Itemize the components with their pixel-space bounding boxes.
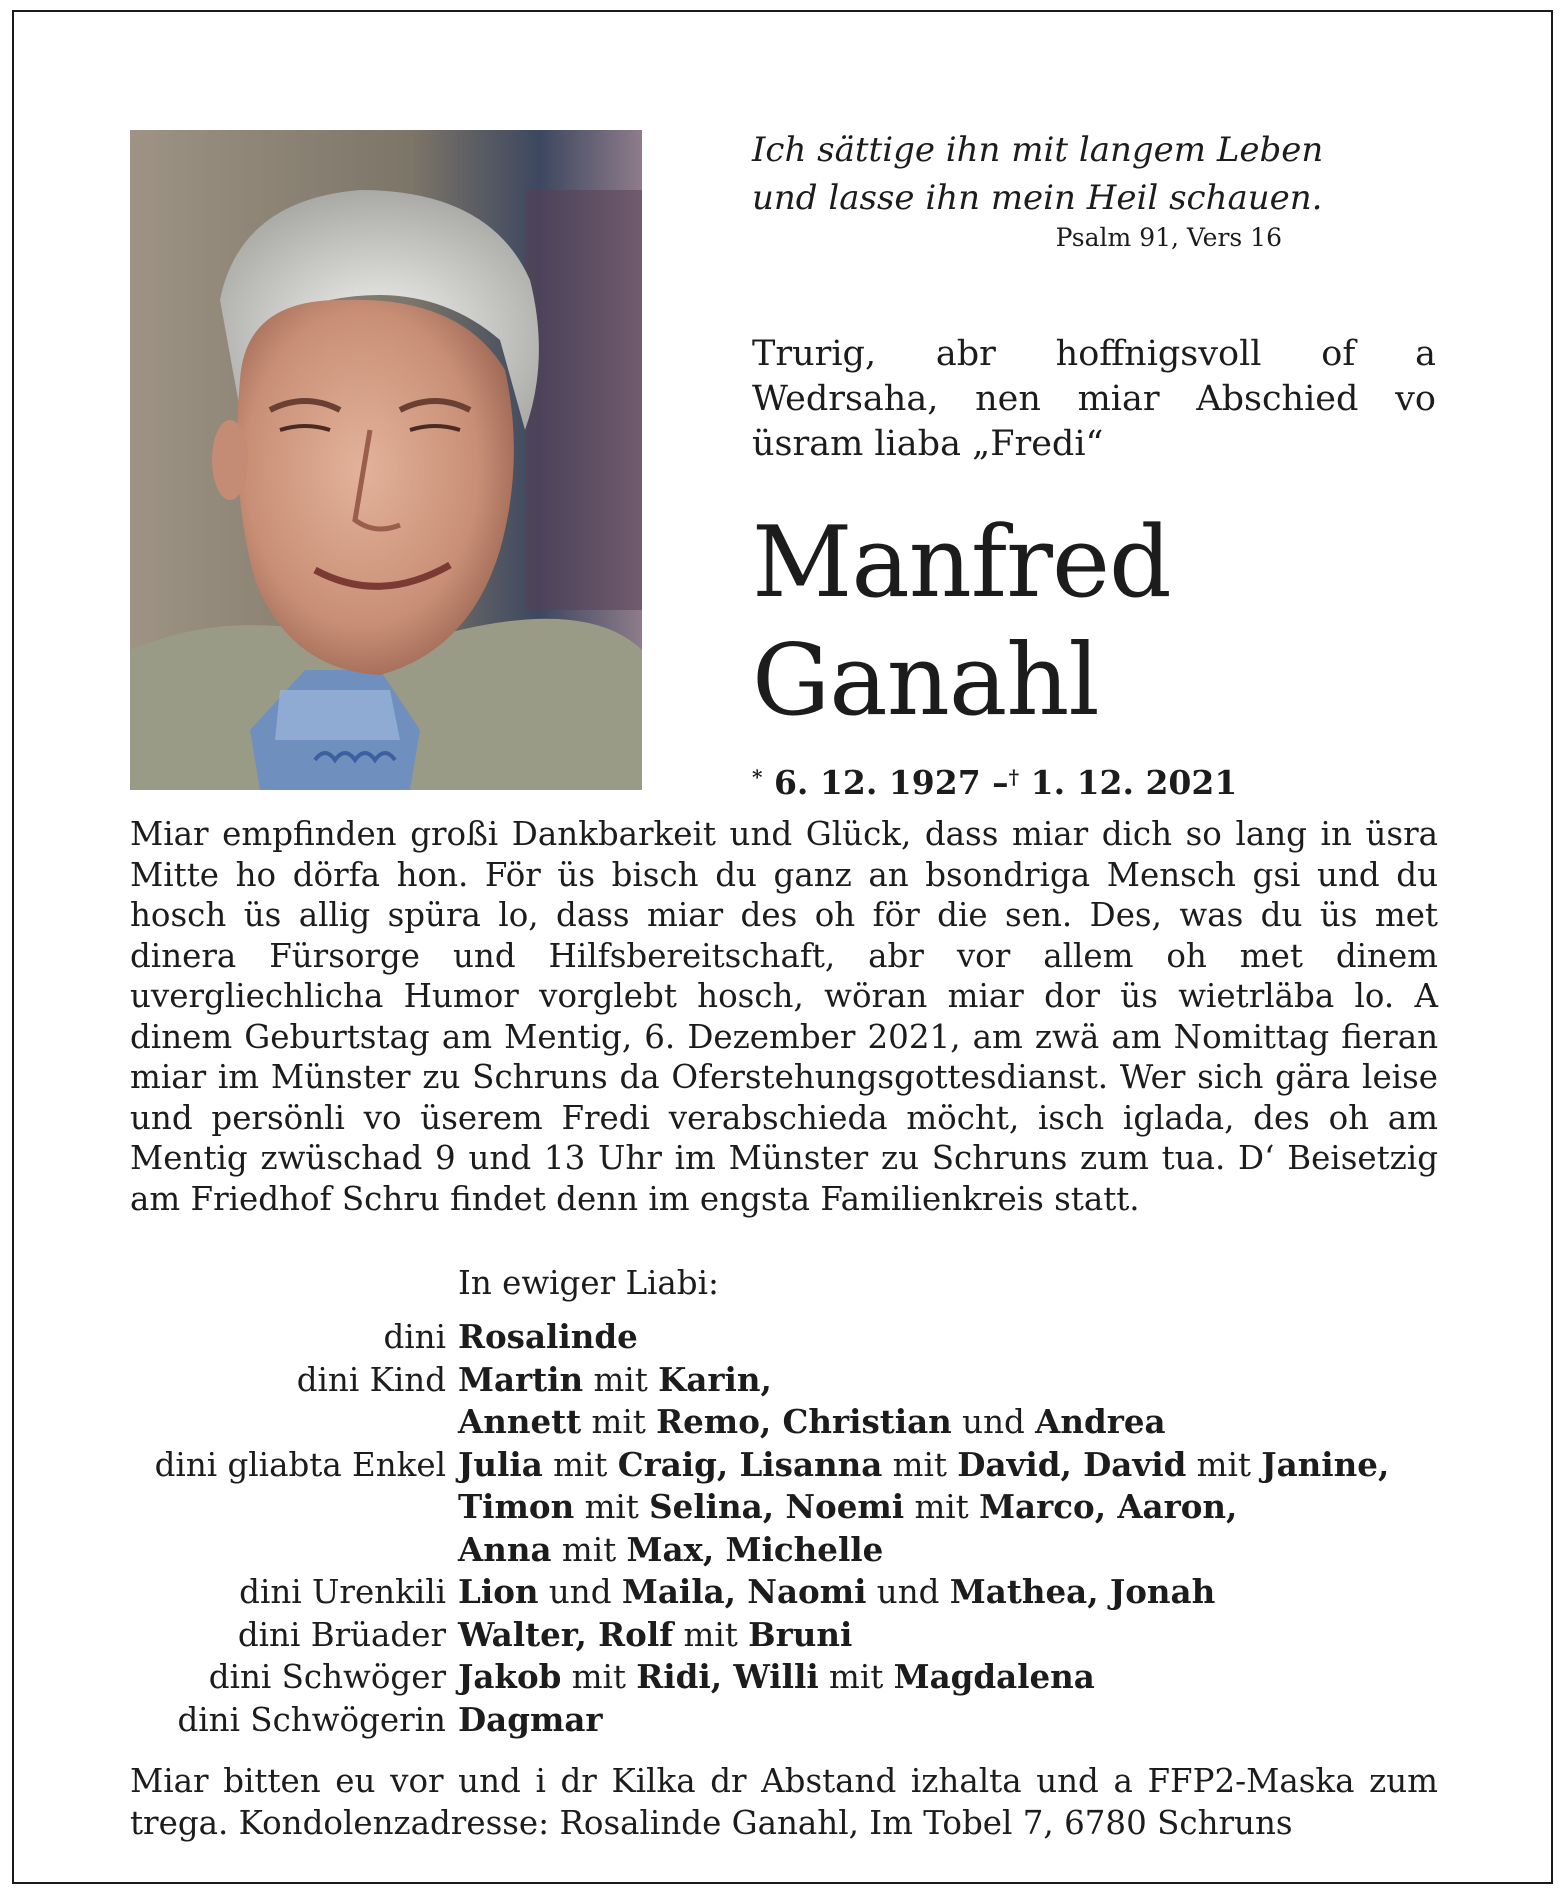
- mourner-connector: mit: [551, 1530, 627, 1569]
- mourner-row: [130, 1571, 1450, 1614]
- mourner-connector: und: [538, 1573, 622, 1611]
- mourner-name: Julia: [458, 1444, 543, 1484]
- mourner-connector: mit: [882, 1445, 958, 1484]
- mourner-relation: dini Urenkili: [239, 1573, 446, 1611]
- mourner-name: Max, Michelle: [626, 1529, 884, 1569]
- mourner-row: [130, 1486, 1450, 1529]
- mourner-row: [130, 1359, 1450, 1402]
- mourner-names: [458, 1401, 1166, 1444]
- mourner-name: Mathea, Jonah: [949, 1572, 1216, 1611]
- mourner-connector: mit: [818, 1658, 894, 1696]
- mourner-names: [458, 1571, 1215, 1614]
- mourner-names: [458, 1656, 1095, 1699]
- life-dates: [752, 755, 1237, 805]
- mourner-relation: [130, 1529, 458, 1572]
- deceased-name: [752, 504, 1171, 740]
- mourner-name: Karin,: [658, 1359, 772, 1399]
- mourner-relation: dini gliabta Enkel: [154, 1445, 446, 1484]
- mourner-connector: und: [951, 1403, 1036, 1441]
- mourner-relation: dini: [383, 1318, 446, 1356]
- quote-line: Ich sättige ihn mit langem Leben: [752, 130, 1324, 170]
- quote-line: und lasse ihn mein Heil schauen.: [752, 178, 1323, 218]
- mourner-name: Remo, Christian: [656, 1402, 952, 1441]
- mourner-name: Timon: [458, 1487, 575, 1526]
- mourner-relation: dini Brüader: [237, 1615, 446, 1654]
- mourner-names: [458, 1614, 852, 1657]
- mourner-row: [130, 1529, 1450, 1572]
- mourner-names: [458, 1699, 603, 1742]
- mourner-name: Dagmar: [458, 1699, 603, 1739]
- mourner-connector: und: [866, 1573, 950, 1611]
- portrait-image: [130, 130, 642, 790]
- mourner-name: Martin: [458, 1359, 584, 1399]
- mourner-names: [458, 1444, 1389, 1487]
- mourner-connector: mit: [583, 1360, 659, 1399]
- mourner-connector: mit: [581, 1403, 657, 1441]
- mourner-name: Jakob: [458, 1657, 562, 1696]
- mourners-list: [130, 1316, 1450, 1741]
- mourner-name: Rosalinde: [458, 1317, 638, 1356]
- mourner-name: Bruni: [748, 1614, 853, 1654]
- quote-source: Psalm 91, Vers 16: [1055, 223, 1282, 252]
- mourner-name: Lion: [458, 1572, 539, 1611]
- mourner-row: [130, 1316, 1450, 1359]
- mourner-names: [458, 1359, 772, 1402]
- mourner-name: Janine,: [1261, 1444, 1390, 1484]
- mourner-name: Magdalena: [893, 1657, 1095, 1696]
- mourner-relation: [130, 1401, 458, 1444]
- mourner-name: Andrea: [1035, 1402, 1166, 1441]
- date-separator: –: [992, 763, 1009, 802]
- portrait-photo: [130, 130, 642, 790]
- mourner-name: Walter, Rolf: [458, 1614, 674, 1654]
- mourner-connector: mit: [904, 1488, 980, 1526]
- death-mark: †: [1008, 765, 1020, 789]
- mourner-connector: mit: [1186, 1445, 1262, 1484]
- mourner-connector: mit: [561, 1658, 637, 1696]
- mourner-name: David, David: [957, 1444, 1187, 1484]
- mourner-connector: mit: [574, 1488, 650, 1526]
- mourner-name: Marco, Aaron,: [979, 1487, 1238, 1526]
- mourner-connector: mit: [673, 1615, 749, 1654]
- mourner-connector: mit: [542, 1445, 618, 1484]
- mourner-relation: dini Schwöger: [208, 1658, 446, 1696]
- closing-note: Miar bitten eu vor und i dr Kilka dr Abstand izhalta und a FFP2-Maska zum trega. Kondolenzadresse: Rosalinde Ganahl, Im Tobel 7, 6780 Schruns: [130, 1762, 1438, 1842]
- last-name: Ganahl: [752, 624, 1099, 738]
- mourner-relation: dini Schwögerin: [177, 1700, 446, 1739]
- mourner-row: [130, 1401, 1450, 1444]
- mourner-name: Annett: [458, 1402, 582, 1441]
- mourner-relation: dini Kind: [296, 1360, 446, 1399]
- mourners-heading: In ewiger Liabi:: [458, 1264, 719, 1302]
- mourner-row: [130, 1444, 1450, 1487]
- mourner-name: Anna: [458, 1529, 552, 1569]
- obituary-text: Miar empfinden großi Dankbarkeit und Glück, dass miar dich so lang in üsra Mitte ho dörfa hon. För üs bisch du ganz an bsondriga Mensch gsi und du hosch üs allig spüra lo, dass miar des oh för die sen. Des, was du üs met dinera Fürsorge und Hilfsbereitschaft, abr vor allem oh met dinem uvergliechlicha Humor vorglebt hosch, wöran miar dor üs wietrläba lo. A dinem Geburtstag am Mentig, 6. Dezember 2021, am zwä am Nomittag fieran miar im Münster zu Schruns da Oferstehungsgottesdianst. Wer sich gära leise und persönli vo üserem Fredi verabschieda möcht, isch iglada, des oh am Mentig zwüschad 9 und 13 Uhr im Münster zu Schruns zum tua. D‘ Beisetzig am Friedhof Schru findet denn im engsta Familienkreis statt.: [130, 815, 1438, 1218]
- mourner-name: Ridi, Willi: [636, 1657, 819, 1696]
- birth-date: 6. 12. 1927: [773, 763, 981, 802]
- mourner-name: Craig, Lisanna: [617, 1444, 883, 1484]
- mourner-names: [458, 1529, 883, 1572]
- mourner-names: [458, 1486, 1237, 1529]
- birth-mark: *: [752, 765, 763, 789]
- mourner-row: [130, 1614, 1450, 1657]
- mourner-row: [130, 1656, 1450, 1699]
- mourner-relation: [130, 1486, 458, 1529]
- mourner-row: [130, 1699, 1450, 1742]
- mourner-name: Selina, Noemi: [649, 1487, 905, 1526]
- mourner-names: [458, 1316, 638, 1359]
- intro-text: Trurig, abr hoffnigsvoll of a Wedrsaha, nen miar Abschied vo üsram liaba „Fredi“: [752, 334, 1436, 464]
- bible-quote: [752, 126, 1324, 222]
- death-date: 1. 12. 2021: [1030, 763, 1238, 802]
- mourner-name: Maila, Naomi: [621, 1572, 867, 1611]
- first-name: Manfred: [752, 506, 1171, 620]
